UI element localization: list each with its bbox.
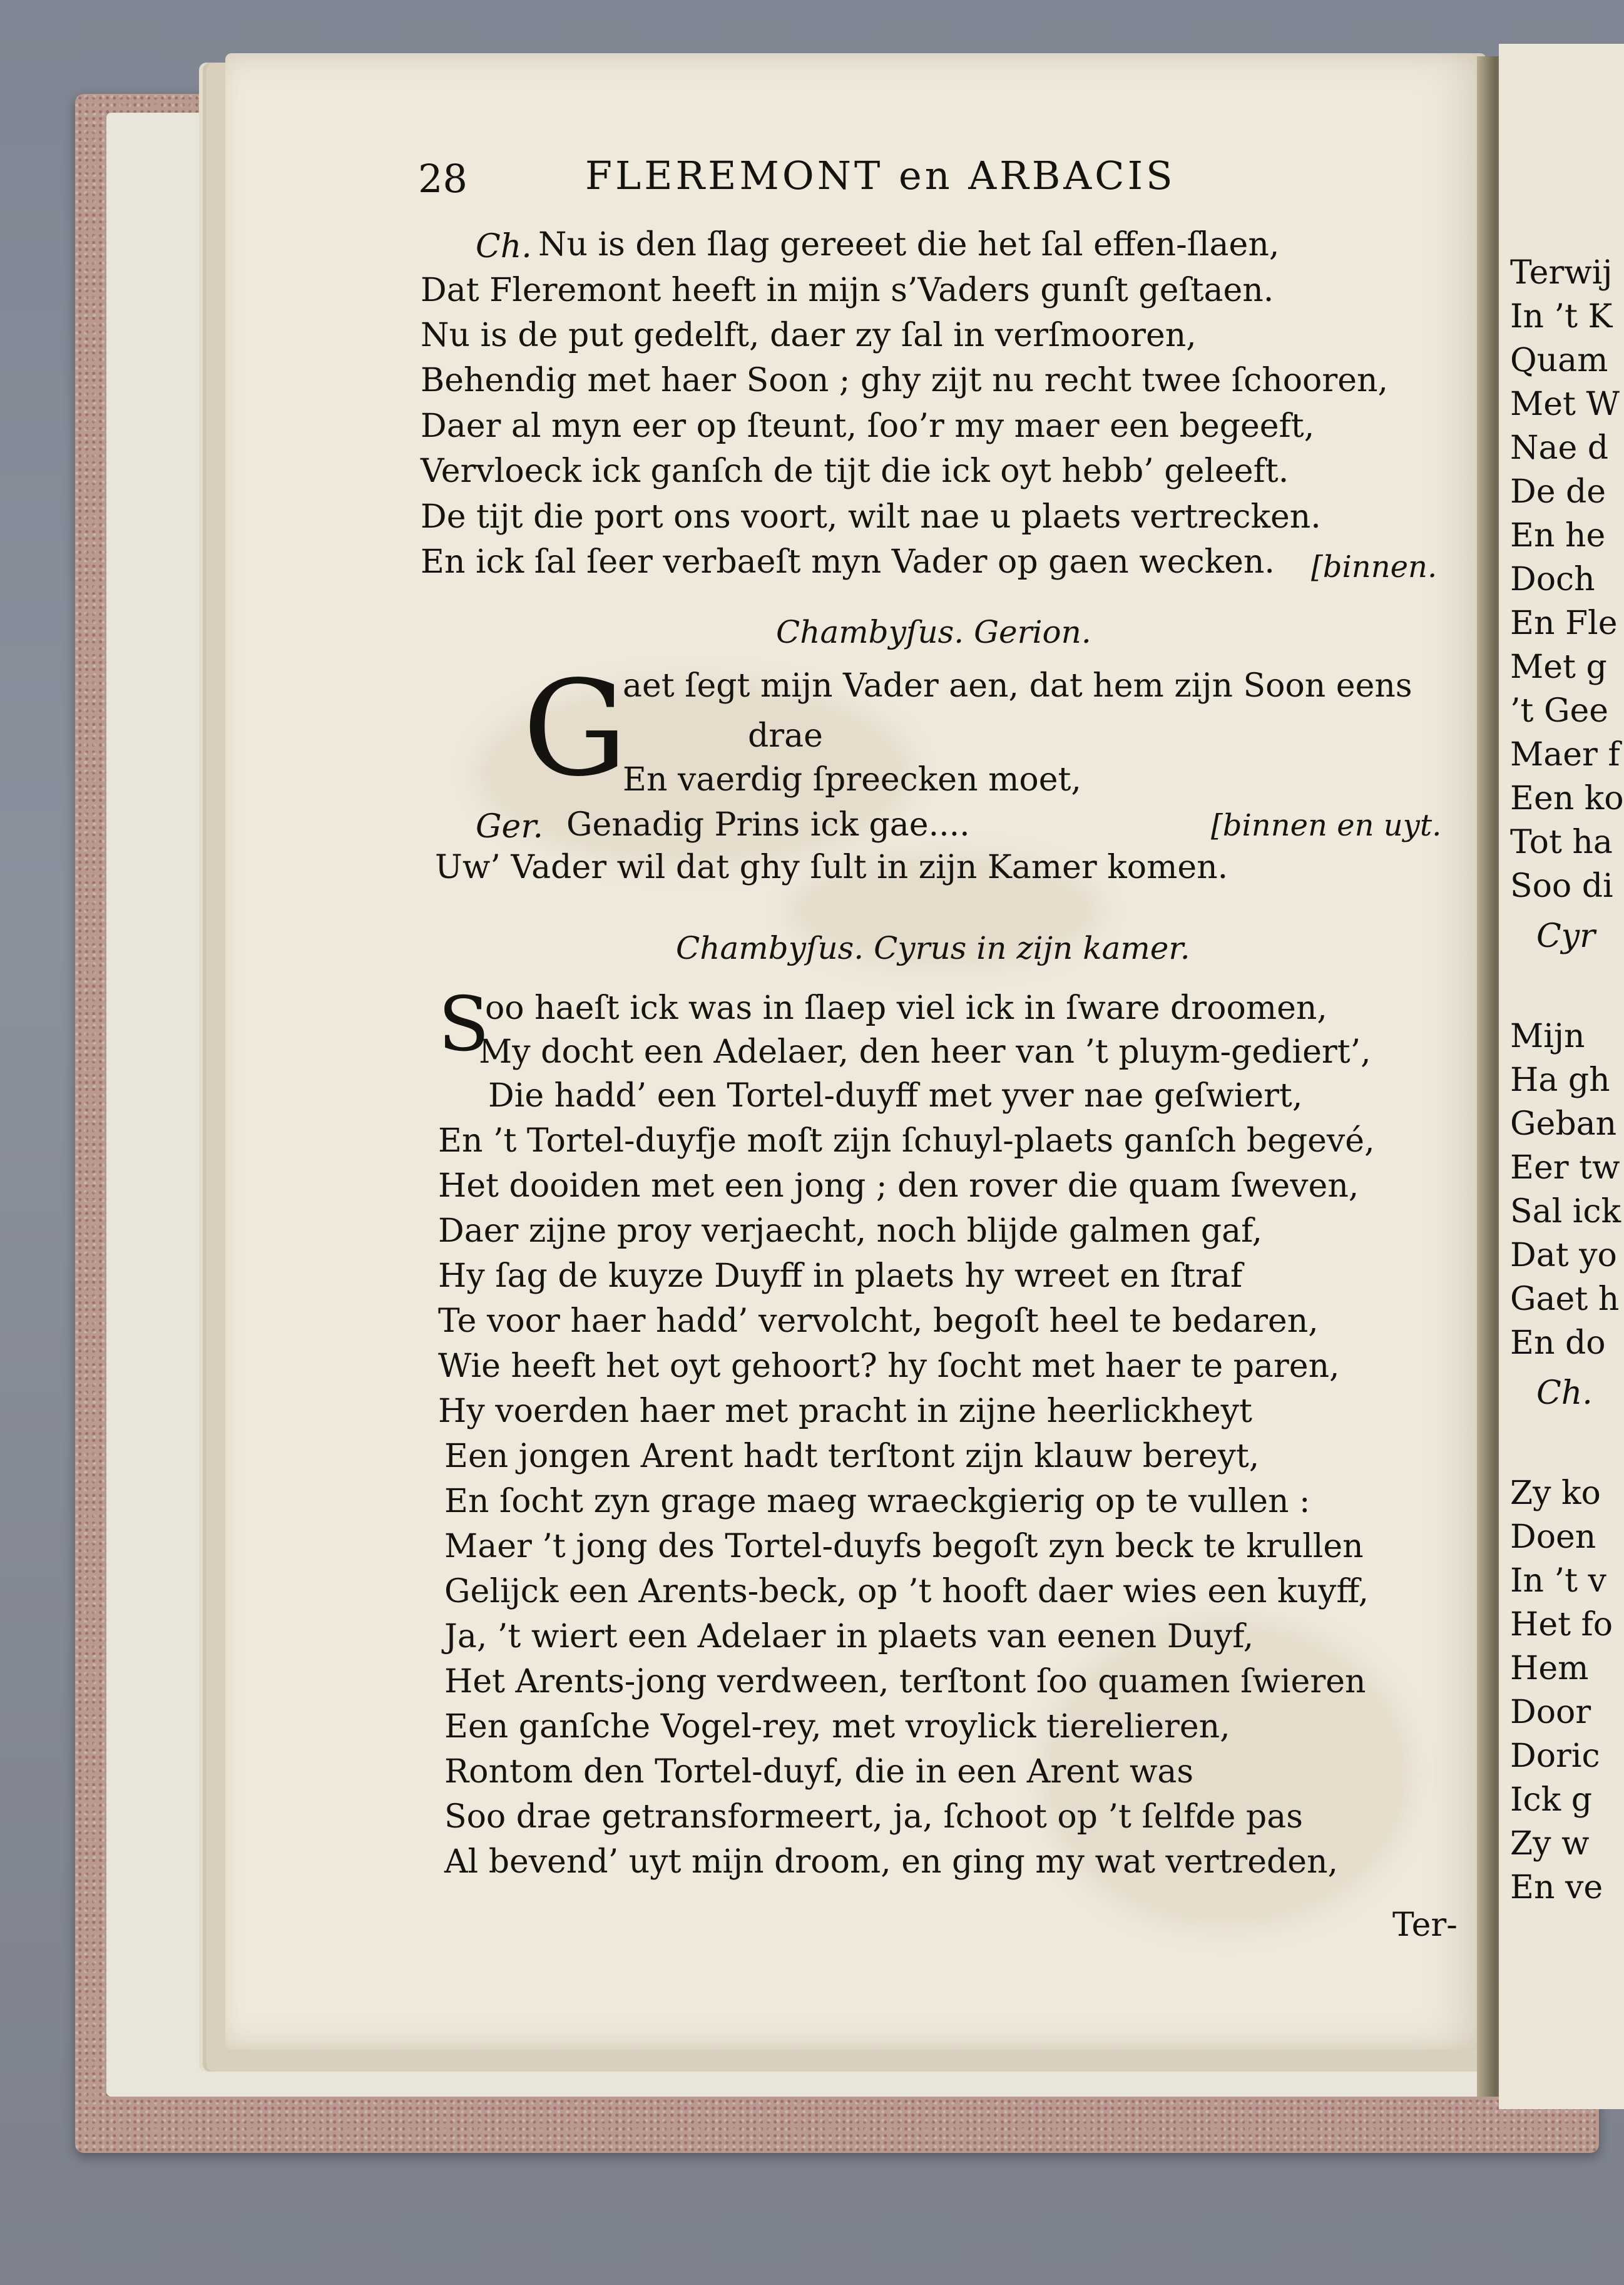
verse-line: Ja, ’t wiert een Adelaer in plaets van eenen Duyf, [444, 1618, 1254, 1655]
facing-line-fragment: Met W [1510, 386, 1620, 423]
facing-line-fragment: Tot ha [1510, 824, 1613, 861]
stage-direction: [binnen. [1311, 550, 1438, 585]
facing-line-fragment: Terwij [1510, 254, 1613, 292]
facing-line-fragment: Hem [1510, 1650, 1589, 1687]
verse-line: En ’t Tortel-duyfje moſt zijn ſchuyl-plaets ganſch begevé, [438, 1122, 1375, 1160]
verse-line: Dat Fleremont heeft in mijn s’Vaders gunſt geſtaen. [421, 272, 1274, 309]
verse-line: My docht een Adelaer, den heer van ’t pluym-gediert’, [479, 1033, 1371, 1071]
facing-page [1499, 44, 1624, 2109]
verse-line: aet ſegt mijn Vader aen, dat hem zijn Soon eens [623, 667, 1412, 705]
verse-line: Wie heeft het oyt gehoort? hy ſocht met haer te paren, [438, 1347, 1340, 1385]
facing-line-fragment: Gaet h [1510, 1281, 1620, 1318]
page-number: 28 [418, 156, 467, 202]
facing-line-fragment: De de [1510, 473, 1606, 511]
facing-line-fragment: En do [1510, 1324, 1606, 1362]
facing-line-fragment: Met g [1510, 648, 1607, 686]
facing-line-fragment: Het fo [1510, 1606, 1613, 1643]
scene-heading: Chambyſus. Gerion. [776, 614, 1091, 650]
facing-line-fragment: En Fle [1510, 605, 1618, 642]
facing-line-fragment: Doch [1510, 561, 1595, 598]
facing-line-fragment: Doen [1510, 1518, 1596, 1556]
bleed-through [432, 726, 442, 762]
drop-capital: G [523, 652, 628, 805]
verse-line: Maer ’t jong des Tortel-duyfs begoſt zyn beck te krullen [444, 1528, 1364, 1565]
facing-line-fragment: Mijn [1510, 1018, 1585, 1055]
running-title: FLEREMONT en ARBACIS [585, 153, 1176, 198]
facing-line-fragment: Zy ko [1510, 1475, 1601, 1512]
verse-line: Uw’ Vader wil dat ghy ſult in zijn Kamer komen. [435, 849, 1228, 886]
stage-direction: [binnen en uyt. [1211, 808, 1442, 843]
facing-line-fragment: En he [1510, 517, 1606, 555]
speaker-label: Ger. [476, 808, 543, 846]
verse-line: Vervloeck ick ganſch de tijt die ick oyt hebb’ geleeft. [421, 452, 1289, 490]
facing-line-fragment: Quam [1510, 342, 1608, 379]
verse-line: De tijt die port ons voort, wilt nae u plaets vertrecken. [421, 498, 1321, 536]
facing-line-fragment: In ’t K [1510, 298, 1613, 335]
drop-capital: S [438, 981, 490, 1068]
verse-line: Soo drae getransformeert, ja, ſchoot op ’t ſelfde pas [444, 1798, 1303, 1836]
verse-line: Nu is de put gedelft, daer zy ſal in verſmooren, [421, 317, 1197, 354]
facing-line-fragment: Maer f [1510, 736, 1620, 774]
facing-line-fragment: Een ko [1510, 780, 1624, 817]
facing-speaker-fragment: Ch. [1536, 1374, 1593, 1412]
facing-line-fragment: Dat yo [1510, 1237, 1617, 1274]
verse-line: En ick ſal ſeer verbaeſt myn Vader op gaen wecken. [421, 543, 1275, 581]
verse-line: Een ganſche Vogel-rey, met vroylick tierelieren, [444, 1708, 1230, 1746]
verse-line: Een jongen Arent hadt terſtont zijn klauw bereyt, [444, 1438, 1260, 1475]
verse-line: Te voor haer hadd’ vervolcht, begoſt heel te bedaren, [438, 1302, 1319, 1340]
verse-line: Die hadd’ een Tortel-duyff met yver nae geſwiert, [488, 1077, 1303, 1115]
facing-line-fragment: Nae d [1510, 429, 1609, 467]
verse-line: Al bevend’ uyt mijn droom, en ging my wat vertreden, [444, 1843, 1339, 1881]
verse-line: En vaerdig ſpreecken moet, [623, 761, 1081, 799]
speaker-label: Ch. [476, 228, 532, 265]
facing-line-fragment: Ha gh [1510, 1061, 1610, 1099]
verse-line: oo haeſt ick was in ſlaep viel ick in ſware droomen, [485, 989, 1327, 1027]
verse-line: Nu is den ſlag gereeet die het ſal effen-ſlaen, [538, 226, 1280, 263]
facing-line-fragment: Eer tw [1510, 1149, 1620, 1187]
verse-line: Daer zijne proy verjaecht, noch blijde galmen gaf, [438, 1212, 1263, 1250]
verse-line: Genadig Prins ick gae.... [566, 806, 970, 844]
facing-heading-fragment: Cyr [1536, 918, 1596, 955]
verse-line: Hy voerden haer met pracht in zijne heerlickheyt [438, 1393, 1252, 1430]
verse-line: Daer al myn eer op ſteunt, ſoo’r my maer een begeeft, [421, 407, 1315, 445]
verse-line: Gelijck een Arents-beck, op ’t hooft daer wies een kuyff, [444, 1573, 1369, 1610]
facing-line-fragment: Sal ick [1510, 1193, 1621, 1230]
verse-line: Het dooiden met een jong ; den rover die quam ſweven, [438, 1167, 1359, 1205]
verse-line: Het Arents-jong verdween, terſtont ſoo quamen ſwieren [444, 1663, 1366, 1700]
facing-line-fragment: ’t Gee [1510, 692, 1609, 730]
verse-line: Rontom den Tortel-duyf, die in een Arent was [444, 1753, 1194, 1791]
facing-line-fragment: Ick g [1510, 1781, 1592, 1819]
facing-line-fragment: Soo di [1510, 867, 1613, 905]
facing-line-fragment: Doric [1510, 1737, 1600, 1775]
scene-heading: Chambyſus. Cyrus in zijn kamer. [676, 930, 1190, 966]
verse-line-continuation: drae [748, 717, 823, 755]
verse-line: Behendig met haer Soon ; ghy zijt nu recht twee ſchooren, [421, 362, 1388, 399]
facing-line-fragment: Zy w [1510, 1825, 1590, 1863]
verse-line: Hy ſag de kuyze Duyff in plaets hy wreet en ſtraf [438, 1257, 1243, 1295]
facing-line-fragment: In ’t v [1510, 1562, 1606, 1600]
facing-line-fragment: En ve [1510, 1869, 1603, 1906]
facing-line-fragment: Geban [1510, 1105, 1617, 1143]
catchword: Ter- [1392, 1906, 1458, 1944]
facing-line-fragment: Door [1510, 1694, 1591, 1731]
verse-line: En ſocht zyn grage maeg wraeckgierig op te vullen : [444, 1483, 1310, 1520]
